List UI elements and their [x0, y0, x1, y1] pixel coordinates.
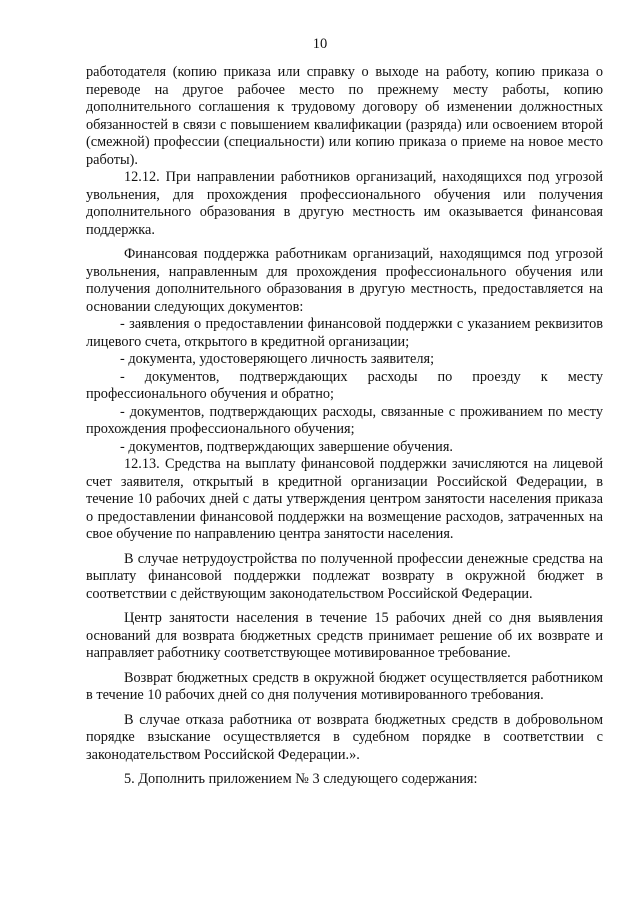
paragraph-12-12: 12.12. При направлении работников организаций, находящихся под угрозой увольнения, для прохождения профессионального обучения или получения дополнительного образования в другую местность им оказывается финансовая поддержка.	[86, 169, 603, 238]
list-item: - документов, подтверждающих расходы по проезду к месту профессионального обучения и обратно;	[86, 368, 603, 402]
list-item: - документа, удостоверяющего личность заявителя;	[120, 351, 435, 367]
list-item: - документов, подтверждающих завершение обучения.	[120, 438, 453, 455]
page-number: 10	[312, 36, 328, 52]
list-item: - документов, подтверждающих расходы, связанные с проживанием по месту прохождения профессионального обучения;	[86, 403, 603, 437]
document-body	[86, 64, 603, 789]
paragraph-12-13: 12.13. Средства на выплату финансовой поддержки зачисляются на лицевой счет заявителя, открытый в кредитной организации Российской Федерации, в течение 10 рабочих дней с даты утверждения центром занятости населения приказа о предоставлении финансовой поддержки на возмещение расходов, затраченных на свое обучение по направлению центра занятости населения.	[86, 456, 603, 542]
list-item: - заявления о предоставлении финансовой поддержки с указанием реквизитов лицевого счета, открытого в кредитной организации;	[86, 316, 603, 350]
paragraph-unemployment-return: В случае нетрудоустройства по полученной профессии денежные средства на выплату финансовой поддержки подлежат возврату в окружной бюджет в соответствии с действующим законодательством Российской Федерации.	[86, 550, 603, 602]
paragraph-item-5: 5. Дополнить приложением № 3 следующего содержания:	[124, 771, 478, 787]
paragraph-continuation: работодателя (копию приказа или справку о выходе на работу, копию приказа о переводе на другое рабочее место по прежнему месту работы, копию дополнительного соглашения к трудовому договору об изменении должностных обязанностей в связи с повышением квалификации (разряда) или освоением второй (смежной) профессии (специальности) или копию приказа о приеме на новое место работы).	[86, 64, 603, 168]
paragraph-budget-return: Возврат бюджетных средств в окружной бюджет осуществляется работником в течение 10 рабочих дней со дня получения мотивированного требования.	[86, 669, 603, 703]
paragraph-financial-support: Финансовая поддержка работникам организаций, находящимся под угрозой увольнения, направленным для прохождения профессионального обучения или получения дополнительного образования в другую местность, предоставляется на основании следующих документов:	[86, 246, 603, 315]
paragraph-refusal: В случае отказа работника от возврата бюджетных средств в добровольном порядке взыскание осуществляется в судебном порядке в соответствии с законодательством Российской Федерации.».	[86, 711, 603, 763]
paragraph-employment-center: Центр занятости населения в течение 15 рабочих дней со дня выявления оснований для возврата бюджетных средств принимает решение об их возврате и направляет работнику соответствующее мотивированное требование.	[86, 610, 603, 661]
